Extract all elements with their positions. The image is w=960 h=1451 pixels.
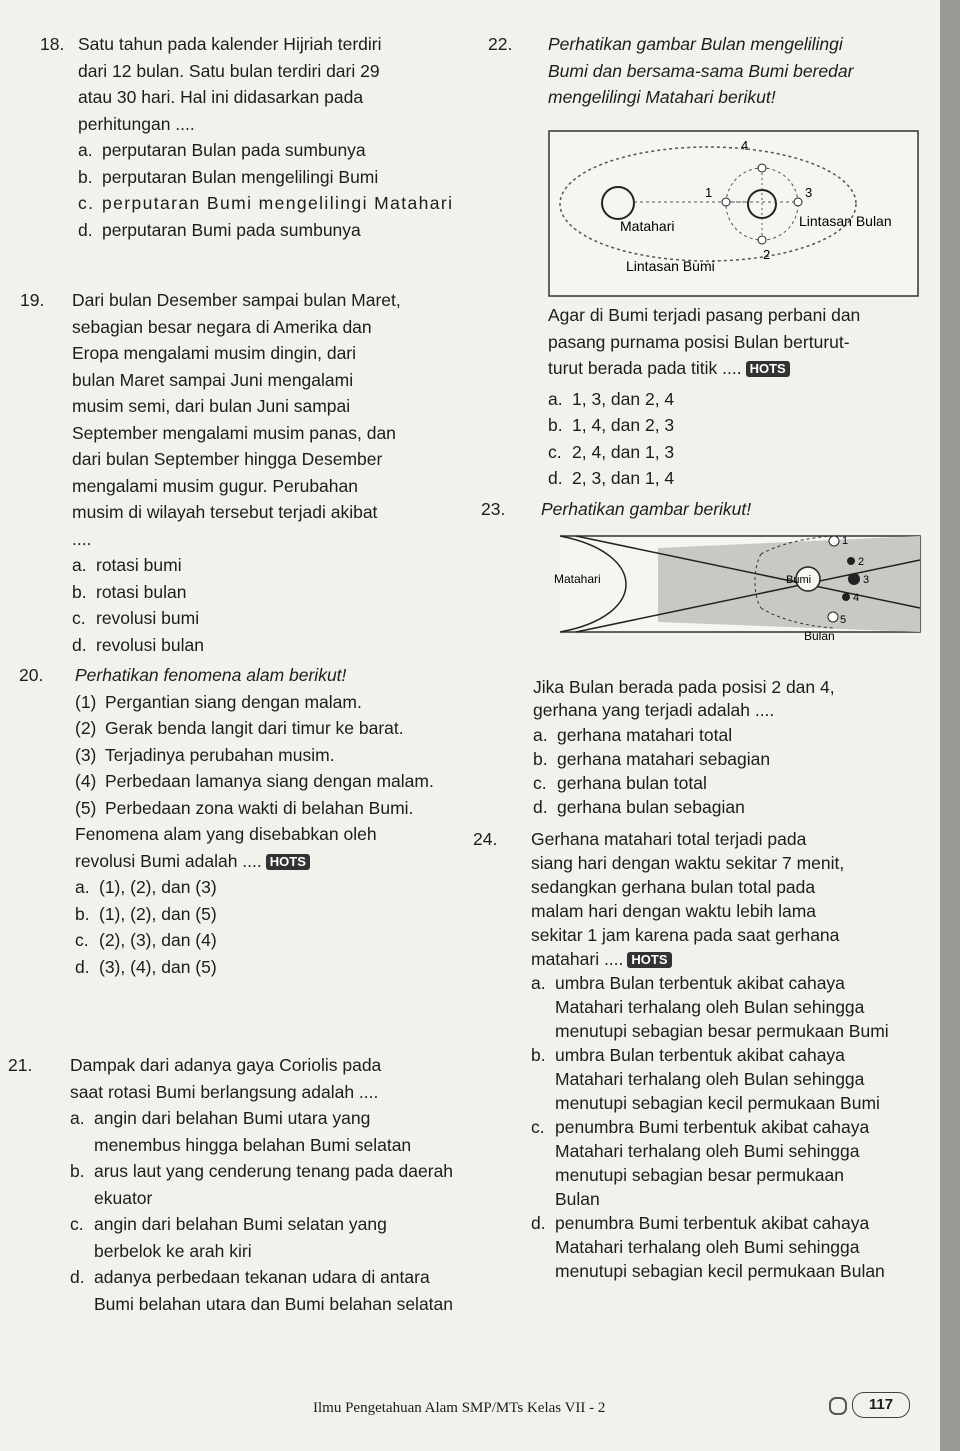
point-label-4: 4 [741, 138, 749, 153]
question-number: 20. [19, 665, 44, 685]
question-text-line: gerhana yang terjadi adalah .... [533, 699, 775, 720]
answer-option-c[interactable]: c. gerhana bulan total [533, 773, 707, 793]
question-text-line: musim di wilayah tersebut terjadi akibat [72, 502, 378, 522]
question-text-line: revolusi Bumi adalah .... HOTS [75, 848, 460, 875]
question-text-line: Fenomena alam yang disebabkan oleh [75, 824, 377, 844]
question-text-line: perhitungan .... [78, 113, 195, 134]
answer-option-d[interactable]: d. (3), (4), dan (5) [75, 956, 217, 977]
point-label-3: 3 [863, 574, 870, 586]
question-text-line: matahari .... HOTS [531, 947, 891, 971]
answer-option-d[interactable]: d. perputaran Bumi pada sumbunya [78, 219, 361, 240]
question-intro: Perhatikan fenomena alam berikut! [75, 665, 347, 685]
answer-option-b[interactable]: b. 1, 4, dan 2, 3 [548, 415, 675, 435]
answer-option-c[interactable]: c. revolusi bumi [72, 608, 200, 628]
question-18 [40, 31, 468, 243]
moon-position-4 [842, 593, 850, 601]
moon-label: Bulan [804, 629, 835, 643]
page-marker-icon [829, 1397, 847, 1415]
phenomenon-item: (2) Gerak benda langit dari timur ke barat. [75, 718, 404, 738]
question-text-line: siang hari dengan waktu sekitar 7 menit, [531, 853, 845, 873]
question-21 [8, 1052, 455, 1317]
question-text-line: .... [72, 528, 92, 549]
point-label-1: 1 [842, 535, 849, 547]
hots-badge: HOTS [266, 854, 310, 870]
question-number: 24. [473, 829, 498, 849]
moon-orbit-label: Lintasan Bulan [799, 213, 892, 229]
moon-position-2 [847, 557, 855, 565]
question-text-line: pasang purnama posisi Bulan berturut- [548, 331, 850, 352]
question-text-line: Dampak dari adanya gaya Coriolis pada [70, 1055, 382, 1075]
question-text-line: Satu tahun pada kalender Hijriah terdiri [78, 34, 382, 54]
question-text-line: turut berada pada titik .... HOTS [548, 355, 943, 382]
question-text-line: sekitar 1 jam karena pada saat gerhana [531, 925, 840, 945]
point-label-2: 2 [763, 247, 771, 262]
answer-option-c[interactable]: c. penumbra Bumi terbentuk akibat cahaya Matahari terhalang oleh Bumi sehingga menutupi sebagian besar permukaan Bulan [531, 1117, 870, 1209]
moon-position-4 [758, 164, 766, 172]
answer-option-b[interactable]: b. perputaran Bulan mengelilingi Bumi [78, 166, 379, 187]
question-intro-line: Perhatikan gambar Bulan mengelilingi [548, 34, 843, 54]
question-text-line: Jika Bulan berada pada posisi 2 dan 4, [533, 677, 835, 697]
book-title-footer: Ilmu Pengetahuan Alam SMP/MTs Kelas VII - 2 [313, 1400, 606, 1416]
answer-option-a[interactable]: a. rotasi bumi [72, 555, 182, 575]
question-24 [473, 827, 891, 1283]
answer-option-d[interactable]: d. gerhana bulan sebagian [533, 797, 745, 817]
question-text-line: Agar di Bumi terjadi pasang perbani dan [548, 305, 861, 325]
phenomenon-item: (5) Perbedaan zona wakti di belahan Bumi. [75, 797, 414, 818]
answer-option-a[interactable]: a. perputaran Bulan pada sumbunya [78, 140, 366, 160]
orbit-diagram [548, 130, 920, 298]
page-edge [940, 0, 960, 1451]
question-number: 23. [481, 499, 506, 519]
phenomenon-item: (3) Terjadinya perubahan musim. [75, 744, 335, 765]
question-23-stem [533, 674, 928, 819]
question-text-line: atau 30 hari. Hal ini didasarkan pada [78, 87, 364, 107]
answer-option-b[interactable]: b. umbra Bulan terbentuk akibat cahaya Matahari terhalang oleh Bulan sehingga menutupi sebagian kecil permukaan Bumi [531, 1045, 880, 1113]
question-22-stem [548, 302, 943, 492]
point-label-5: 5 [840, 614, 847, 626]
question-text-line: Eropa mengalami musim dingin, dari [72, 343, 357, 363]
question-text-line: Gerhana matahari total terjadi pada [531, 829, 807, 849]
page-number: 117 [852, 1392, 910, 1418]
answer-option-a[interactable]: a. umbra Bulan terbentuk akibat cahaya Matahari terhalang oleh Bulan sehingga menutupi sebagian besar permukaan Bumi [531, 973, 889, 1041]
moon-position-2 [758, 236, 766, 244]
moon-position-5 [828, 612, 838, 622]
answer-option-a[interactable]: a. (1), (2), dan (3) [75, 877, 217, 897]
question-20 [19, 662, 460, 980]
answer-option-d[interactable]: d. penumbra Bumi terbentuk akibat cahaya Matahari terhalang oleh Bumi sehingga menutupi sebagian kecil permukaan Bulan [531, 1213, 885, 1281]
sun-label: Matahari [554, 572, 601, 586]
question-text-line: musim semi, dari bulan Juni sampai [72, 396, 351, 416]
moon-position-3 [848, 573, 860, 585]
phenomenon-item: (4) Perbedaan lamanya siang dengan malam. [75, 771, 434, 791]
question-number: 19. [20, 290, 45, 310]
question-intro-line: Bumi dan bersama-sama Bumi beredar [548, 60, 854, 81]
point-label-4: 4 [853, 592, 860, 604]
moon-position-1 [722, 198, 730, 206]
question-23 [481, 496, 936, 523]
answer-option-c[interactable]: c. 2, 4, dan 1, 3 [548, 441, 675, 462]
question-text-line: September mengalami musim panas, dan [72, 422, 396, 443]
question-text-line: saat rotasi Bumi berlangsung adalah .... [70, 1081, 379, 1102]
answer-option-d[interactable]: d. adanya perbedaan tekanan udara di antara Bumi belahan utara dan Bumi belahan selatan [70, 1267, 453, 1314]
answer-option-b[interactable]: b. arus laut yang cenderung tenang pada daerah ekuator [70, 1161, 454, 1208]
answer-option-c[interactable]: c. (2), (3), dan (4) [75, 930, 217, 950]
question-22 [488, 31, 943, 111]
answer-option-a[interactable]: a. gerhana matahari total [533, 725, 733, 745]
phenomenon-item: (1) Pergantian siang dengan malam. [75, 691, 362, 712]
answer-option-a[interactable]: a. angin dari belahan Bumi utara yang menembus hingga belahan Bumi selatan [70, 1108, 412, 1155]
point-label-2: 2 [858, 556, 865, 568]
answer-option-b[interactable]: b. rotasi bulan [72, 581, 187, 602]
question-text-line: sebagian besar negara di Amerika dan [72, 316, 372, 337]
answer-option-c[interactable]: c. perputaran Bumi mengelilingi Matahari [78, 193, 454, 213]
answer-option-c[interactable]: c. angin dari belahan Bumi selatan yang berbelok ke arah kiri [70, 1214, 387, 1261]
answer-option-a[interactable]: a. 1, 3, dan 2, 4 [548, 388, 675, 409]
question-number: 21. [8, 1055, 33, 1075]
earth-label: Bumi [786, 574, 812, 586]
question-intro-line: mengelilingi Matahari berikut! [548, 87, 776, 107]
earth-orbit-label: Lintasan Bumi [626, 258, 715, 274]
question-text-line: mengalami musim gugur. Perubahan [72, 475, 358, 496]
answer-option-b[interactable]: b. (1), (2), dan (5) [75, 903, 217, 924]
question-text-line: dari bulan September hingga Desember [72, 449, 383, 469]
question-text-line: malam hari dengan waktu lebih lama [531, 901, 817, 921]
question-number: 18. [40, 34, 65, 54]
moon-position-1 [829, 536, 839, 546]
question-19 [20, 287, 462, 658]
question-text-line: bulan Maret sampai Juni mengalami [72, 369, 354, 390]
question-text-line: dari 12 bulan. Satu bulan terdiri dari 29 [78, 60, 380, 81]
answer-option-d[interactable]: d. 2, 3, dan 1, 4 [548, 468, 675, 488]
point-label-1: 1 [705, 185, 713, 200]
question-number: 22. [488, 34, 513, 54]
eclipse-diagram [538, 528, 922, 646]
point-label-3: 3 [805, 185, 813, 200]
answer-option-d[interactable]: d. revolusi bulan [72, 634, 204, 655]
question-text-line: Dari bulan Desember sampai bulan Maret, [72, 290, 401, 310]
question-text-line: sedangkan gerhana bulan total pada [531, 877, 816, 897]
hots-badge: HOTS [627, 952, 671, 968]
question-intro: Perhatikan gambar berikut! [541, 499, 752, 519]
answer-option-b[interactable]: b. gerhana matahari sebagian [533, 749, 771, 769]
sun-label: Matahari [620, 218, 675, 234]
sun [602, 187, 634, 219]
moon-position-3 [794, 198, 802, 206]
hots-badge: HOTS [746, 361, 790, 377]
